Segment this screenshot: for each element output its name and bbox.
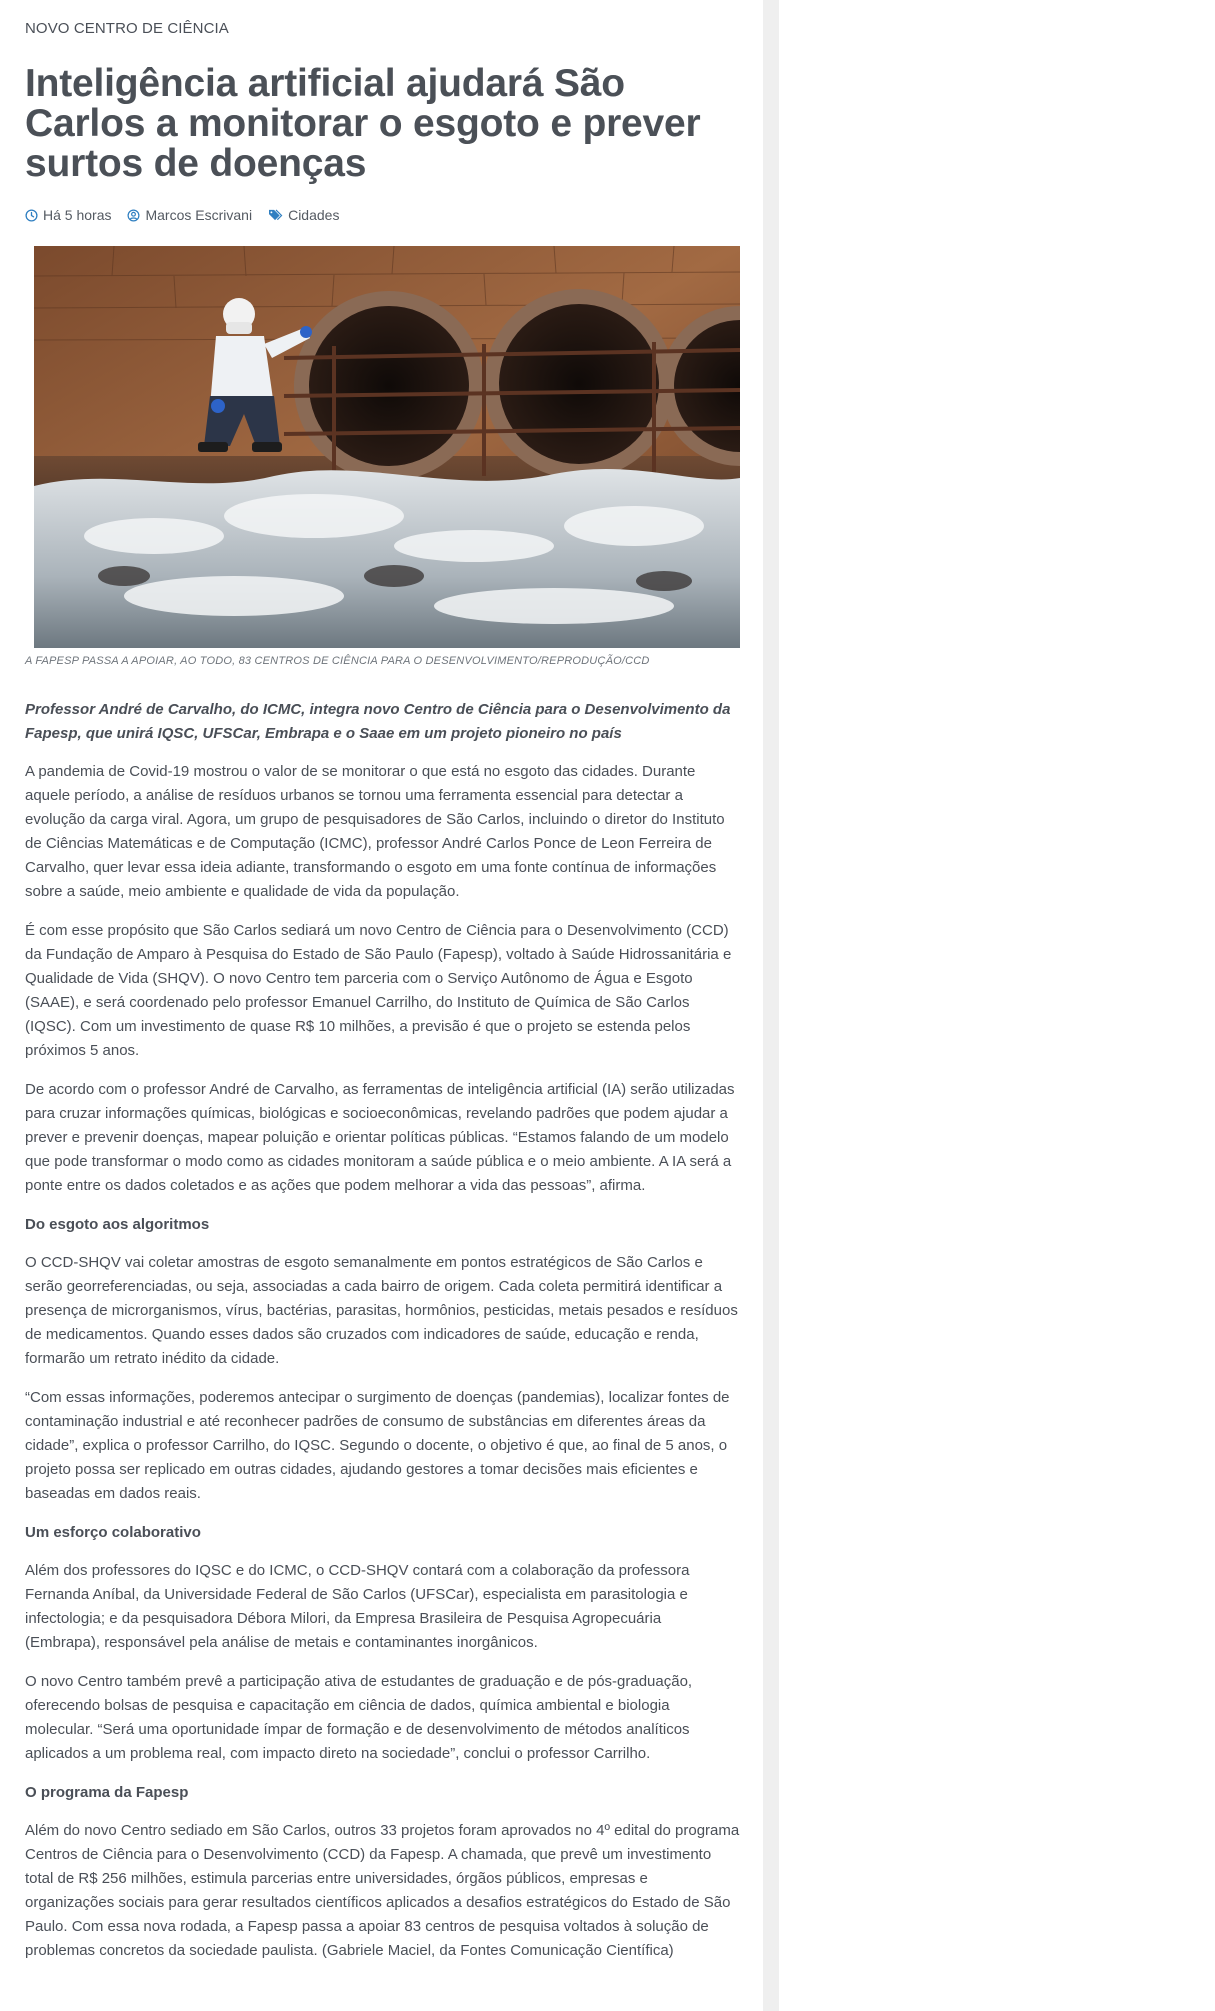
body-paragraph: De acordo com o professor André de Carvalho, as ferramentas de inteligência artificial (IA) serão utilizadas para cruzar informações químicas, biológicas e socioeconômicas, revelando padrões que podem ajudar a prever e prevenir doenças, mapear poluição e orientar políticas públicas. “Estamos falando de um modelo que pode transformar o modo como as cidades monitoram a saúde pública e o meio ambiente. A IA será a ponte entre os dados coletados e as ações que podem melhorar a vida das pessoas”, afirma.: [25, 1081, 735, 1194]
meta-time-label: Há 5 horas: [43, 207, 112, 223]
article-image: [34, 246, 740, 648]
meta-time: [25, 207, 111, 223]
section-heading: O programa da Fapesp: [25, 1784, 189, 1801]
clock-icon: [25, 209, 38, 222]
body-paragraph: A pandemia de Covid-19 mostrou o valor de se monitorar o que está no esgoto das cidades. Durante aquele período, a análise de resíduos urbanos se tornou uma ferramenta essencial para detectar a evolução da carga viral. Agora, um grupo de pesquisadores de São Carlos, incluindo o diretor do Instituto de Ciências Matemáticas e de Computação (ICMC), professor André Carlos Ponce de Leon Ferreira de Carvalho, quer levar essa ideia adiante, transformando o esgoto em uma fonte contínua de informações sobre a saúde, meio ambiente e qualidade de vida da população.: [25, 763, 725, 900]
article-meta: [25, 206, 740, 224]
category-label[interactable]: NOVO CENTRO DE CIÊNCIA: [25, 20, 229, 37]
sewer-outfall-photo: [34, 246, 740, 648]
body-paragraph: Além dos professores do IQSC e do ICMC, o CCD-SHQV contará com a colaboração da professora Fernanda Aníbal, da Universidade Federal de São Carlos (UFSCar), especialista em parasitologia e infectologia; e da pesquisadora Débora Milori, da Empresa Brasileira de Pesquisa Agropecuária (Embrapa), responsável pela análise de metais e contaminantes inorgânicos.: [25, 1562, 690, 1651]
body-paragraph: O novo Centro também prevê a participação ativa de estudantes de graduação e de pós-graduação, oferecendo bolsas de pesquisa e capacitação em ciência de dados, química ambiental e biologia molecular. “Será uma oportunidade ímpar de formação e de desenvolvimento de métodos analíticos aplicados a um problema real, com impacto direto na sociedade”, conclui o professor Carrilho.: [25, 1673, 693, 1762]
meta-section-label[interactable]: Cidades: [288, 207, 340, 223]
article-title: Inteligência artificial ajudará São Carlos a monitorar o esgoto e prever surtos de doenças: [25, 62, 701, 185]
meta-author[interactable]: [127, 207, 252, 223]
article-content: [25, 0, 740, 1978]
meta-section[interactable]: [268, 207, 339, 223]
user-circle-icon: [127, 209, 140, 222]
meta-author-label[interactable]: Marcos Escrivani: [145, 207, 253, 223]
image-caption: A FAPESP PASSA A APOIAR, AO TODO, 83 CENTROS DE CIÊNCIA PARA O DESENVOLVIMENTO/REPRODUÇÃO/CCD: [25, 655, 650, 667]
article-lede: Professor André de Carvalho, do ICMC, integra novo Centro de Ciência para o Desenvolvimento da Fapesp, que unirá IQSC, UFSCar, Embrapa e o Saae em um projeto pioneiro no país: [25, 701, 731, 742]
section-heading: Do esgoto aos algoritmos: [25, 1216, 210, 1233]
body-paragraph: Além do novo Centro sediado em São Carlos, outros 33 projetos foram aprovados no 4º edital do programa Centros de Ciência para o Desenvolvimento (CCD) da Fapesp. A chamada, que prevê um investimento total de R$ 256 milhões, estimula parcerias entre universidades, órgãos públicos, empresas e organizações sociais para gerar resultados científicos aplicados a desafios estratégicos do Estado de São Paulo. Com essa nova rodada, a Fapesp passa a apoiar 83 centros de pesquisa voltados à solução de problemas concretos da sociedade paulista. (Gabriele Maciel, da Fontes Comunicação Científica): [25, 1822, 740, 1959]
tags-icon: [268, 209, 283, 222]
body-paragraph: O CCD-SHQV vai coletar amostras de esgoto semanalmente em pontos estratégicos de São Carlos e serão georreferenciadas, ou seja, associadas a cada bairro de origem. Cada coleta permitirá identificar a presença de microrganismos, vírus, bactérias, parasitas, hormônios, pesticidas, metais pesados e resíduos de medicamentos. Quando esses dados são cruzados com indicadores de saúde, educação e renda, formarão um retrato inédito da cidade.: [25, 1254, 738, 1367]
sidebar-area: [779, 0, 1215, 2011]
section-heading: Um esforço colaborativo: [25, 1524, 201, 1541]
body-paragraph: “Com essas informações, poderemos antecipar o surgimento de doenças (pandemias), localizar fontes de contaminação industrial e até reconhecer padrões de consumo de substâncias em diferentes áreas da cidade”, explica o professor Carrilho, do IQSC. Segundo o docente, o objetivo é que, ao final de 5 anos, o projeto possa ser replicado em outras cidades, ajudando gestores a tomar decisões mais eficientes e baseadas em dados reais.: [25, 1389, 730, 1502]
body-paragraph: É com esse propósito que São Carlos sediará um novo Centro de Ciência para o Desenvolvimento (CCD) da Fundação de Amparo à Pesquisa do Estado de São Paulo (Fapesp), voltado à Saúde Hidrossanitária e Qualidade de Vida (SHQV). O novo Centro tem parceria com o Serviço Autônomo de Água e Esgoto (SAAE), e será coordenado pelo professor Emanuel Carrilho, do Instituto de Química de São Carlos (IQSC). Com um investimento de quase R$ 10 milhões, a previsão é que o projeto se estenda pelos próximos 5 anos.: [25, 922, 732, 1059]
column-divider: [763, 0, 779, 2011]
